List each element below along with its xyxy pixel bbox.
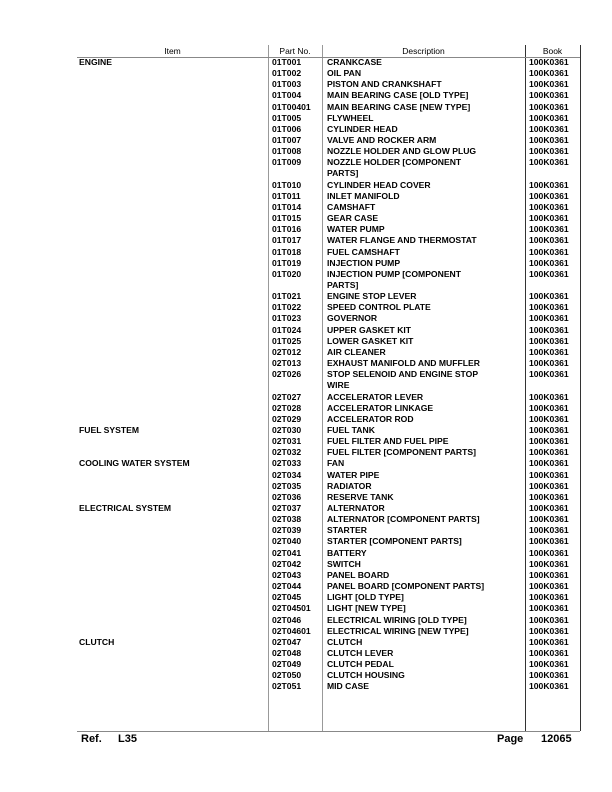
book-cell: 100K0361 (529, 157, 569, 168)
book-cell: 100K0361 (529, 79, 569, 90)
book-cell: 100K0361 (529, 636, 569, 647)
part-no-cell: 01T003 (272, 79, 302, 90)
book-cell: 100K0361 (529, 670, 569, 681)
part-no-cell: 01T014 (272, 201, 302, 212)
part-no-cell: 02T049 (272, 659, 302, 670)
book-cell: 100K0361 (529, 625, 569, 636)
description-cell: ALTERNATOR [COMPONENT PARTS] (327, 514, 480, 525)
description-cell: PANEL BOARD (327, 569, 390, 580)
description-cell: RADIATOR (327, 480, 372, 491)
book-cell: 100K0361 (529, 391, 569, 402)
book-cell: 100K0361 (529, 302, 569, 313)
item-cell: FUEL SYSTEM (79, 424, 140, 435)
description-cell: FUEL FILTER [COMPONENT PARTS] (327, 447, 476, 458)
description-cell: NOZZLE HOLDER AND GLOW PLUG (327, 146, 477, 157)
book-cell: 100K0361 (529, 246, 569, 257)
description-cell: VALVE AND ROCKER ARM (327, 135, 437, 146)
description-cell: CRANKCASE (327, 57, 382, 67)
description-cell: EXHAUST MANIFOLD AND MUFFLER (327, 358, 480, 369)
part-no-cell: 01T019 (272, 257, 302, 268)
column-divider (525, 45, 526, 731)
book-cell: 100K0361 (529, 369, 569, 380)
header-part-no: Part No. (279, 46, 311, 56)
description-cell: INLET MANIFOLD (327, 190, 400, 201)
book-cell: 100K0361 (529, 525, 569, 536)
book-cell: 100K0361 (529, 514, 569, 525)
book-cell: 100K0361 (529, 135, 569, 146)
part-no-cell: 02T029 (272, 413, 302, 424)
book-cell: 100K0361 (529, 424, 569, 435)
book-cell: 100K0361 (529, 235, 569, 246)
description-cell: SPEED CONTROL PLATE (327, 302, 431, 313)
book-cell: 100K0361 (529, 547, 569, 558)
description-cell: INJECTION PUMP [COMPONENT (327, 268, 462, 279)
part-no-cell: 01T016 (272, 224, 302, 235)
page-label: Page (497, 733, 524, 745)
part-no-cell: 01T009 (272, 157, 302, 168)
header-item: Item (164, 46, 181, 56)
book-cell: 100K0361 (529, 313, 569, 324)
description-cell: MAIN BEARING CASE [OLD TYPE] (327, 90, 469, 101)
description-cell: STARTER [COMPONENT PARTS] (327, 536, 462, 547)
description-cell: STOP SELENOID AND ENGINE STOP (327, 369, 479, 380)
book-cell: 100K0361 (529, 112, 569, 123)
description-cell: FUEL FILTER AND FUEL PIPE (327, 436, 449, 447)
description-cell: WATER FLANGE AND THERMOSTAT (327, 235, 477, 246)
book-cell: 100K0361 (529, 659, 569, 670)
part-no-cell: 02T034 (272, 469, 302, 480)
part-no-cell: 01T022 (272, 302, 302, 313)
book-cell: 100K0361 (529, 480, 569, 491)
book-cell: 100K0361 (529, 469, 569, 480)
book-cell: 100K0361 (529, 581, 569, 592)
description-cell: MAIN BEARING CASE [NEW TYPE] (327, 101, 471, 112)
book-cell: 100K0361 (529, 458, 569, 469)
description-cell: FUEL TANK (327, 424, 375, 435)
description-cell: ENGINE STOP LEVER (327, 291, 417, 302)
description-cell: SWITCH (327, 558, 361, 569)
item-cell: ELECTRICAL SYSTEM (79, 503, 171, 513)
description-cell: BATTERY (327, 547, 367, 558)
part-no-cell: 01T007 (272, 135, 302, 146)
book-cell: 100K0361 (529, 503, 569, 513)
book-cell: 100K0361 (529, 324, 569, 335)
part-no-cell: 02T042 (272, 558, 302, 569)
description-cell: PISTON AND CRANKSHAFT (327, 79, 442, 90)
book-cell: 100K0361 (529, 681, 569, 692)
part-no-cell: 01T018 (272, 246, 302, 257)
part-no-cell: 02T050 (272, 670, 302, 681)
book-cell: 100K0361 (529, 57, 569, 67)
description-cell: MID CASE (327, 681, 370, 692)
book-cell: 100K0361 (529, 268, 569, 279)
part-no-cell: 01T020 (272, 268, 302, 279)
book-cell: 100K0361 (529, 558, 569, 569)
description-cell: CYLINDER HEAD COVER (327, 179, 431, 190)
book-cell: 100K0361 (529, 536, 569, 547)
part-no-cell: 02T032 (272, 447, 302, 458)
part-no-cell: 02T040 (272, 536, 302, 547)
page-value: 12065 (541, 733, 572, 745)
description-cell: CLUTCH HOUSING (327, 670, 405, 681)
description-cell: CLUTCH (327, 636, 363, 647)
part-no-cell: 02T031 (272, 436, 302, 447)
description-cell: RESERVE TANK (327, 491, 394, 502)
description-cell: ELECTRICAL WIRING [NEW TYPE] (327, 625, 469, 636)
book-cell: 100K0361 (529, 647, 569, 658)
description-cell: CYLINDER HEAD (327, 123, 398, 134)
description-cell: LIGHT [NEW TYPE] (327, 603, 406, 614)
part-no-cell: 02T037 (272, 503, 302, 513)
part-no-cell: 02T030 (272, 424, 302, 435)
description-cell: STARTER (327, 525, 367, 536)
part-no-cell: 02T012 (272, 346, 302, 357)
description-cell: CLUTCH PEDAL (327, 659, 394, 670)
part-no-cell: 02T044 (272, 581, 302, 592)
description-cell: ELECTRICAL WIRING [OLD TYPE] (327, 614, 467, 625)
part-no-cell: 02T026 (272, 369, 302, 380)
column-divider (580, 45, 581, 731)
part-no-cell: 01T00401 (272, 101, 311, 112)
description-cell: WATER PUMP (327, 224, 385, 235)
part-no-cell: 02T028 (272, 402, 302, 413)
part-no-cell: 01T001 (272, 57, 302, 67)
part-no-cell: 01T004 (272, 90, 302, 101)
bottom-rule (77, 731, 580, 732)
part-no-cell: 01T017 (272, 235, 302, 246)
book-cell: 100K0361 (529, 123, 569, 134)
description-cell: ACCELERATOR ROD (327, 413, 414, 424)
book-cell: 100K0361 (529, 213, 569, 224)
part-no-cell: 02T033 (272, 458, 302, 469)
book-cell: 100K0361 (529, 224, 569, 235)
part-no-cell: 02T027 (272, 391, 302, 402)
column-divider (322, 45, 323, 731)
part-no-cell: 01T025 (272, 335, 302, 346)
description-cell: GOVERNOR (327, 313, 378, 324)
book-cell: 100K0361 (529, 402, 569, 413)
part-no-cell: 01T006 (272, 123, 302, 134)
book-cell: 100K0361 (529, 614, 569, 625)
column-divider (268, 45, 269, 731)
part-no-cell: 02T048 (272, 647, 302, 658)
description-cell: FAN (327, 458, 345, 469)
description-cell: OIL PAN (327, 68, 362, 79)
book-cell: 100K0361 (529, 101, 569, 112)
part-no-cell: 02T038 (272, 514, 302, 525)
book-cell: 100K0361 (529, 447, 569, 458)
ref-value: L35 (118, 733, 137, 745)
part-no-cell: 02T041 (272, 547, 302, 558)
part-no-cell: 02T039 (272, 525, 302, 536)
part-no-cell: 02T051 (272, 681, 302, 692)
part-no-cell: 01T008 (272, 146, 302, 157)
item-cell: COOLING WATER SYSTEM (79, 458, 190, 469)
book-cell: 100K0361 (529, 335, 569, 346)
part-no-cell: 02T045 (272, 592, 302, 603)
part-no-cell: 01T023 (272, 313, 302, 324)
part-no-cell: 02T046 (272, 614, 302, 625)
item-cell: CLUTCH (79, 636, 115, 647)
description-cell: WATER PIPE (327, 469, 380, 480)
part-no-cell: 02T04601 (272, 625, 311, 636)
description-cell: PARTS] (327, 168, 359, 179)
part-no-cell: 01T015 (272, 213, 302, 224)
part-no-cell: 02T043 (272, 569, 302, 580)
book-cell: 100K0361 (529, 436, 569, 447)
description-cell: FLYWHEEL (327, 112, 374, 123)
book-cell: 100K0361 (529, 491, 569, 502)
description-cell: PANEL BOARD [COMPONENT PARTS] (327, 581, 485, 592)
book-cell: 100K0361 (529, 90, 569, 101)
part-no-cell: 02T04501 (272, 603, 311, 614)
description-cell: INJECTION PUMP (327, 257, 401, 268)
part-no-cell: 02T013 (272, 358, 302, 369)
part-no-cell: 01T021 (272, 291, 302, 302)
description-cell: CAMSHAFT (327, 201, 376, 212)
book-cell: 100K0361 (529, 257, 569, 268)
book-cell: 100K0361 (529, 592, 569, 603)
description-cell: PARTS] (327, 279, 359, 290)
description-cell: FUEL CAMSHAFT (327, 246, 400, 257)
book-cell: 100K0361 (529, 146, 569, 157)
description-cell: ACCELERATOR LEVER (327, 391, 424, 402)
description-cell: NOZZLE HOLDER [COMPONENT (327, 157, 462, 168)
description-cell: GEAR CASE (327, 213, 379, 224)
header-book: Book (542, 46, 563, 56)
description-cell: LOWER GASKET KIT (327, 335, 414, 346)
header-description: Description (402, 46, 445, 56)
part-no-cell: 01T024 (272, 324, 302, 335)
book-cell: 100K0361 (529, 413, 569, 424)
description-cell: ACCELERATOR LINKAGE (327, 402, 434, 413)
description-cell: LIGHT [OLD TYPE] (327, 592, 404, 603)
book-cell: 100K0361 (529, 201, 569, 212)
part-no-cell: 01T002 (272, 68, 302, 79)
part-no-cell: 02T035 (272, 480, 302, 491)
ref-label: Ref. (81, 733, 102, 745)
book-cell: 100K0361 (529, 603, 569, 614)
item-cell: ENGINE (79, 57, 112, 67)
description-cell: WIRE (327, 380, 350, 391)
book-cell: 100K0361 (529, 569, 569, 580)
book-cell: 100K0361 (529, 68, 569, 79)
part-no-cell: 01T011 (272, 190, 301, 201)
description-cell: ALTERNATOR (327, 503, 385, 513)
description-cell: UPPER GASKET KIT (327, 324, 412, 335)
part-no-cell: 02T036 (272, 491, 302, 502)
part-no-cell: 01T005 (272, 112, 302, 123)
book-cell: 100K0361 (529, 291, 569, 302)
book-cell: 100K0361 (529, 346, 569, 357)
book-cell: 100K0361 (529, 358, 569, 369)
description-cell: CLUTCH LEVER (327, 647, 394, 658)
book-cell: 100K0361 (529, 190, 569, 201)
part-no-cell: 01T010 (272, 179, 302, 190)
description-cell: AIR CLEANER (327, 346, 386, 357)
book-cell: 100K0361 (529, 179, 569, 190)
part-no-cell: 02T047 (272, 636, 302, 647)
